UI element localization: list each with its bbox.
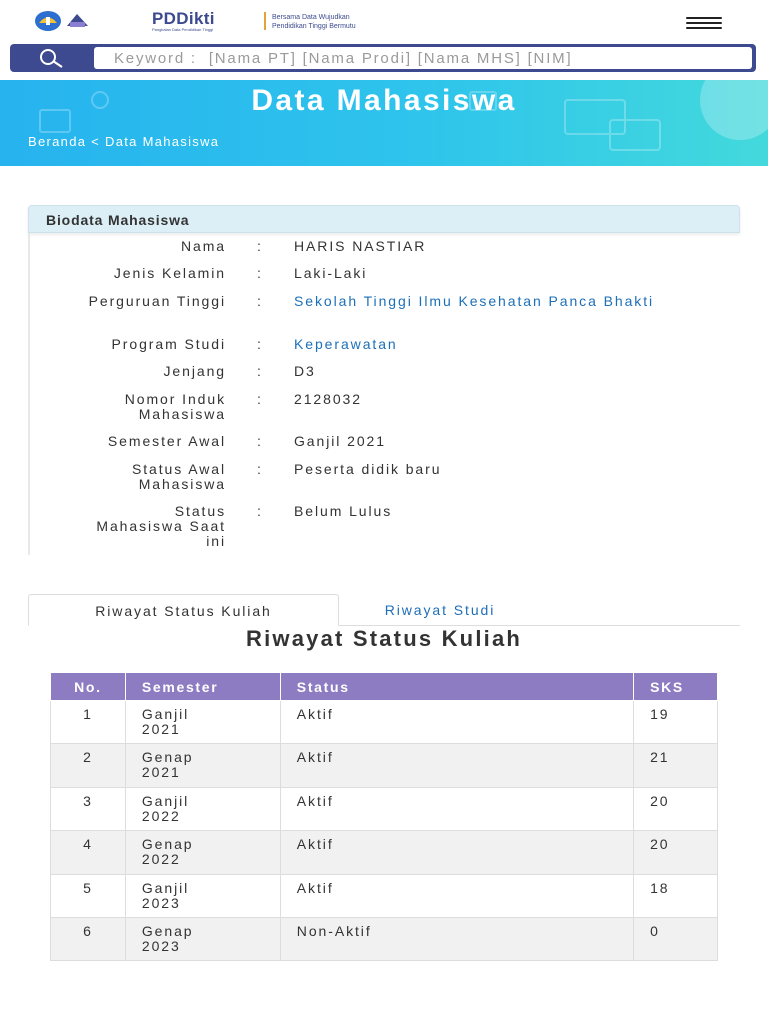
bio-label: Nama xyxy=(180,238,226,254)
cell-semester: Ganjil 2021 xyxy=(125,701,280,744)
bio-label: Nomor Induk Mahasiswa xyxy=(124,391,226,422)
bio-value: Belum Lulus xyxy=(294,503,393,519)
cell-semester: Genap 2022 xyxy=(125,831,280,874)
search-bar xyxy=(10,44,756,72)
bio-colon: : xyxy=(257,293,263,309)
page-title: Data Mahasiswa xyxy=(251,84,517,117)
cell-sks: 20 xyxy=(634,831,718,874)
table-row xyxy=(51,831,718,874)
search-icon xyxy=(38,48,64,68)
status-table xyxy=(50,672,718,961)
cell-no: 3 xyxy=(51,787,126,830)
perguruan-tinggi-link[interactable]: Sekolah Tinggi Ilmu Kesehatan Panca Bhakti xyxy=(294,293,655,309)
cell-status: Aktif xyxy=(280,831,633,874)
bio-colon: : xyxy=(257,265,263,281)
bio-colon: : xyxy=(257,433,263,449)
tagline-line-1: Bersama Data Wujudkan xyxy=(272,14,350,21)
cell-no: 2 xyxy=(51,744,126,787)
cell-sks: 0 xyxy=(634,917,718,960)
cell-status: Aktif xyxy=(280,701,633,744)
hero-banner xyxy=(0,80,768,166)
biodata-card xyxy=(28,205,740,555)
column-header-sks: SKS xyxy=(634,673,718,701)
card-border xyxy=(28,233,30,555)
column-header-no: No. xyxy=(51,673,126,701)
section-title: Riwayat Status Kuliah xyxy=(245,626,523,651)
cell-status: Aktif xyxy=(280,744,633,787)
cell-sks: 18 xyxy=(634,874,718,917)
table-row xyxy=(51,874,718,917)
tab-riwayat-status-kuliah[interactable]: Riwayat Status Kuliah xyxy=(28,594,339,626)
cell-sks: 21 xyxy=(634,744,718,787)
table-row xyxy=(51,917,718,960)
program-studi-link[interactable]: Keperawatan xyxy=(294,336,398,352)
cell-status: Non-Aktif xyxy=(280,917,633,960)
breadcrumb-current: Data Mahasiswa xyxy=(105,134,220,149)
history-tabs xyxy=(28,594,740,626)
cell-status: Aktif xyxy=(280,787,633,830)
column-header-status: Status xyxy=(280,673,633,701)
bio-label: Status Awal Mahasiswa xyxy=(131,461,226,492)
brand-subtitle: Pangkalan Data Pendidikan Tinggi xyxy=(152,27,214,32)
bio-label: Program Studi xyxy=(111,336,226,352)
table-row xyxy=(51,787,718,830)
bio-colon: : xyxy=(257,363,263,379)
bio-value: Peserta didik baru xyxy=(294,461,442,477)
breadcrumb-separator: < xyxy=(91,134,101,149)
table-row xyxy=(51,744,718,787)
cell-no: 6 xyxy=(51,917,126,960)
cell-semester: Genap 2021 xyxy=(125,744,280,787)
bio-colon: : xyxy=(257,391,263,407)
bio-label: Semester Awal xyxy=(107,433,226,449)
breadcrumb-home[interactable]: Beranda xyxy=(28,134,87,149)
bio-label: Jenjang xyxy=(163,363,226,379)
bio-colon: : xyxy=(257,461,263,477)
bio-label: Perguruan Tinggi xyxy=(88,293,226,309)
table-header-row xyxy=(51,673,718,701)
cell-sks: 19 xyxy=(634,701,718,744)
cell-sks: 20 xyxy=(634,787,718,830)
biodata-heading: Biodata Mahasiswa xyxy=(46,212,190,228)
tagline-line-2: Pendidikan Tinggi Bermutu xyxy=(272,23,356,30)
bio-label: Status Mahasiswa Saat ini xyxy=(96,503,226,549)
bio-value: D3 xyxy=(294,363,316,379)
bio-value: Ganjil 2021 xyxy=(294,433,386,449)
cell-no: 1 xyxy=(51,701,126,744)
breadcrumb xyxy=(28,134,219,149)
bio-colon: : xyxy=(257,238,263,254)
cell-semester: Ganjil 2023 xyxy=(125,874,280,917)
top-bar xyxy=(0,0,768,44)
cell-semester: Ganjil 2022 xyxy=(125,787,280,830)
search-button[interactable] xyxy=(10,44,92,72)
bio-value: HARIS NASTIAR xyxy=(294,238,427,254)
column-header-semester: Semester xyxy=(125,673,280,701)
table-row xyxy=(51,701,718,744)
bio-colon: : xyxy=(257,503,263,519)
bio-value: Laki-Laki xyxy=(294,265,368,281)
brand-divider xyxy=(264,12,266,30)
cell-status: Aktif xyxy=(280,874,633,917)
biodata-card-header xyxy=(28,205,740,233)
bio-value: 2128032 xyxy=(294,391,362,407)
cell-no: 4 xyxy=(51,831,126,874)
brand-name: PDDikti xyxy=(152,9,215,28)
cell-semester: Genap 2023 xyxy=(125,917,280,960)
kemdikbud-logo-icon xyxy=(34,8,90,34)
tab-riwayat-studi[interactable]: Riwayat Studi xyxy=(384,602,496,618)
hamburger-menu-icon[interactable] xyxy=(686,14,724,30)
brand-tagline xyxy=(272,13,356,31)
search-input[interactable] xyxy=(94,47,752,69)
cell-no: 5 xyxy=(51,874,126,917)
bio-colon: : xyxy=(257,336,263,352)
bio-label: Jenis Kelamin xyxy=(113,265,226,281)
